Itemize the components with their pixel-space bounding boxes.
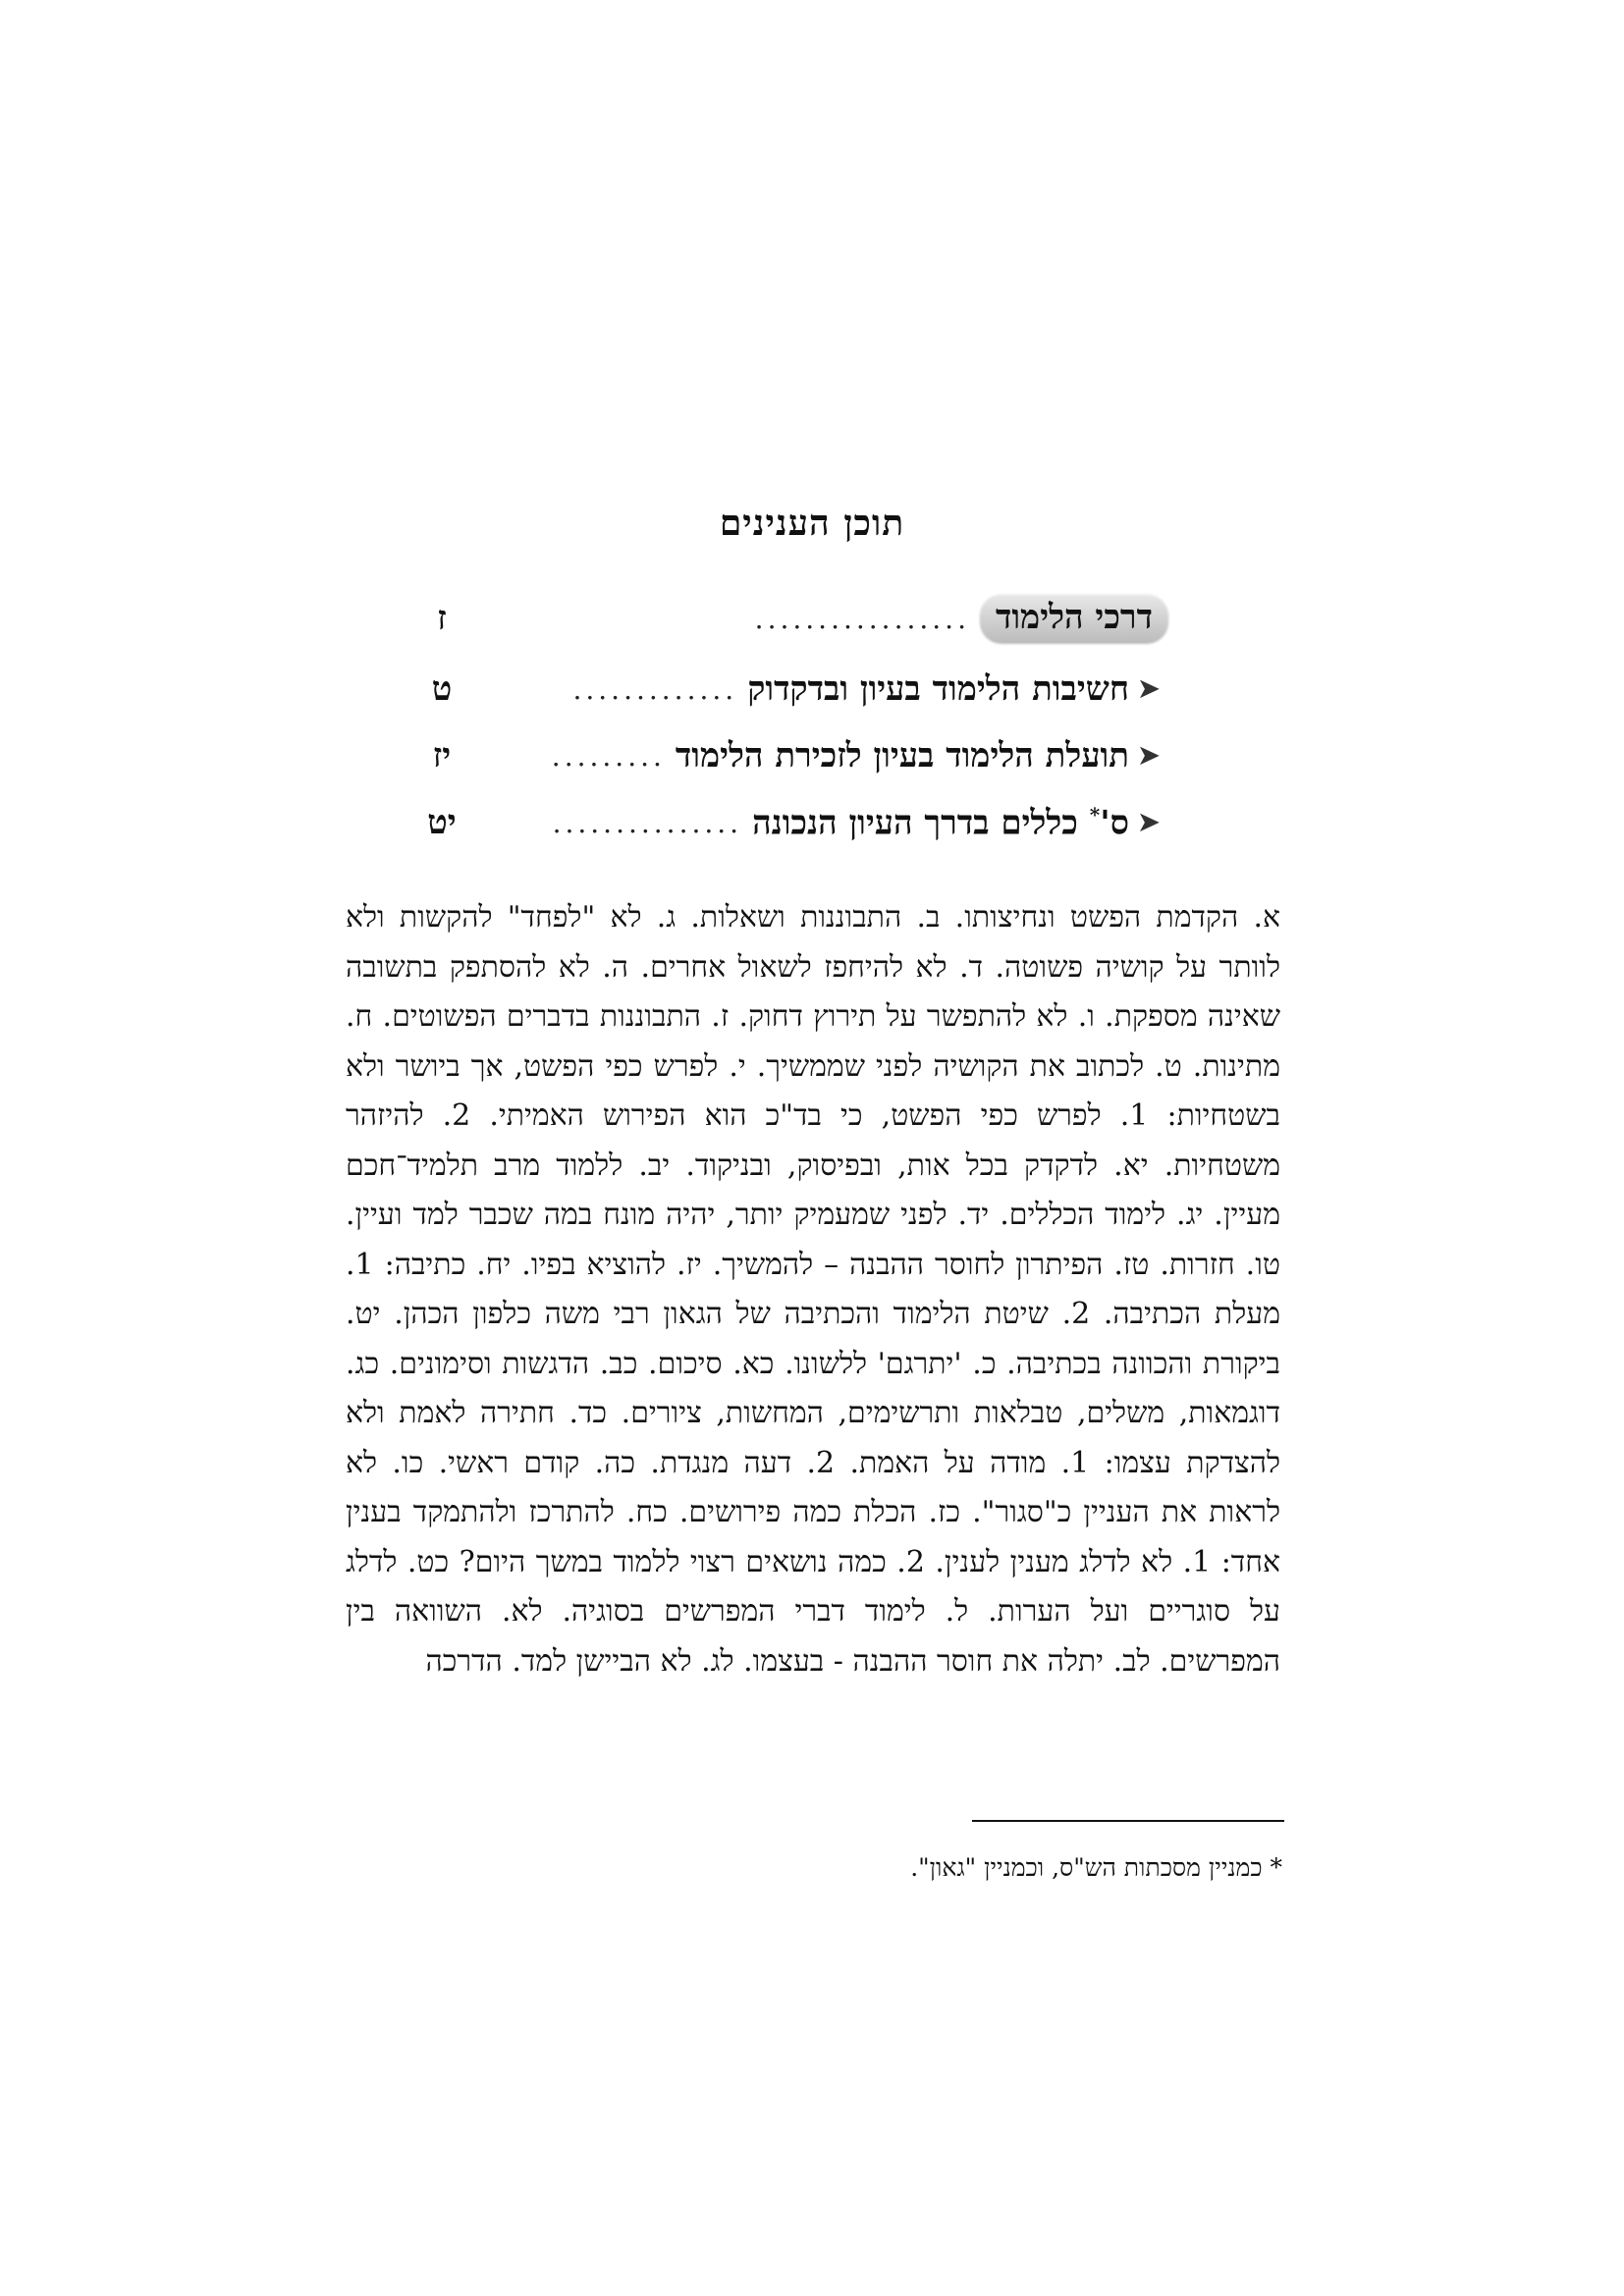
toc-leader: ............. [572,672,738,706]
toc-entry-label [752,803,1129,842]
toc-leader: ................. [754,602,970,635]
toc-page-number: ז [437,599,447,638]
table-of-contents [422,589,1168,860]
arrow-left-icon: ➤ [1138,808,1160,837]
arrow-left-icon: ➤ [1138,674,1160,704]
toc-entry-label: תועלת הלימוד בעיון לזכירת הלימוד [675,736,1129,775]
toc-entry-label: חשיבות הלימוד בעיון ובדקדוק [747,669,1129,709]
arrow-left-icon: ➤ [1138,741,1160,771]
topics-paragraph: א. הקדמת הפשט ונחיצותו. ב. התבוננות ושאלות. ג. לא "לפחד" להקשות ולא לוותר על קושיה פשוטה. ד. לא להיחפז לשאול אחרים. ה. לא להסתפק בתשובה שאינה מספקת. ו. לא להתפשר על תירוץ דחוק. ז. התבוננות בדברים הפשוטים. ח. מתינות. ט. לכתוב את הקושיה לפני שממשיך. י. לפרש כפי הפשט, אך ביושר ולא בשטחיות: 1. לפרש כפי הפשט, כי בד"כ הוא הפירוש האמיתי. 2. להיזהר משטחיות. יא. לדקדק בכל אות, ובפיסוק, ובניקוד. יב. ללמוד מרב תלמיד־חכם מעיין. יג. לימוד הכללים. יד. לפני שמעמיק יותר, יהיה מונח במה שכבר למד ועיין. טו. חזרות. טז. הפיתרון לחוסר ההבנה – להמשיך. יז. להוציא בפיו. יח. כתיבה: 1. מעלת הכתיבה. 2. שיטת הלימוד והכתיבה של הגאון רבי משה כלפון הכהן. יט. ביקורת והכוונה בכתיבה. כ. 'יתרגם' ללשונו. כא. סיכום. כב. הדגשות וסימונים. כג. דוגמאות, משלים, טבלאות ותרשימים, המחשות, ציורים. כד. חתירה לאמת ולא להצדקת עצמו: 1. מודה על האמת. 2. דעה מנגדת. כה. קודם ראשי. כו. לא לראות את העניין כ"סגור". כז. הכלת כמה פירושים. כח. להתרכז ולהתמקד בענין אחד: 1. לא לדלג מענין לענין. 2. כמה נושאים רצוי ללמוד במשך היום? כט. לדלג על סוגריים ועל הערות. ל. לימוד דברי המפרשים בסוגיה. לא. השוואה בין המפרשים. לב. יתלה את חוסר ההבנה - בעצמו. לג. לא הביישן למד. הדרכה [346,900,1280,1679]
footnote-divider [972,1820,1284,1822]
toc-entry[interactable] [422,793,1168,852]
toc-page-number: יז [432,736,452,775]
footnote-marker[interactable]: * [1089,802,1101,827]
toc-leader: ......... [551,739,666,773]
toc-entry[interactable] [422,726,1168,785]
toc-entry-main[interactable] [422,589,1168,648]
toc-page-number: ט [431,669,453,709]
page-title: תוכן הענינים [719,503,905,544]
toc-entry-label-text: כללים בדרך העיון הנכונה [752,803,1078,843]
toc-main-label: דרכי הלימוד [980,594,1168,643]
toc-entry[interactable] [422,660,1168,719]
toc-page-number: יט [427,803,457,842]
toc-entry-prefix: ס' [1100,803,1129,843]
footnote: * כמניין מסכתות הש"ס, וכמניין "גאון". [910,1853,1282,1882]
toc-leader: ............... [552,806,743,839]
